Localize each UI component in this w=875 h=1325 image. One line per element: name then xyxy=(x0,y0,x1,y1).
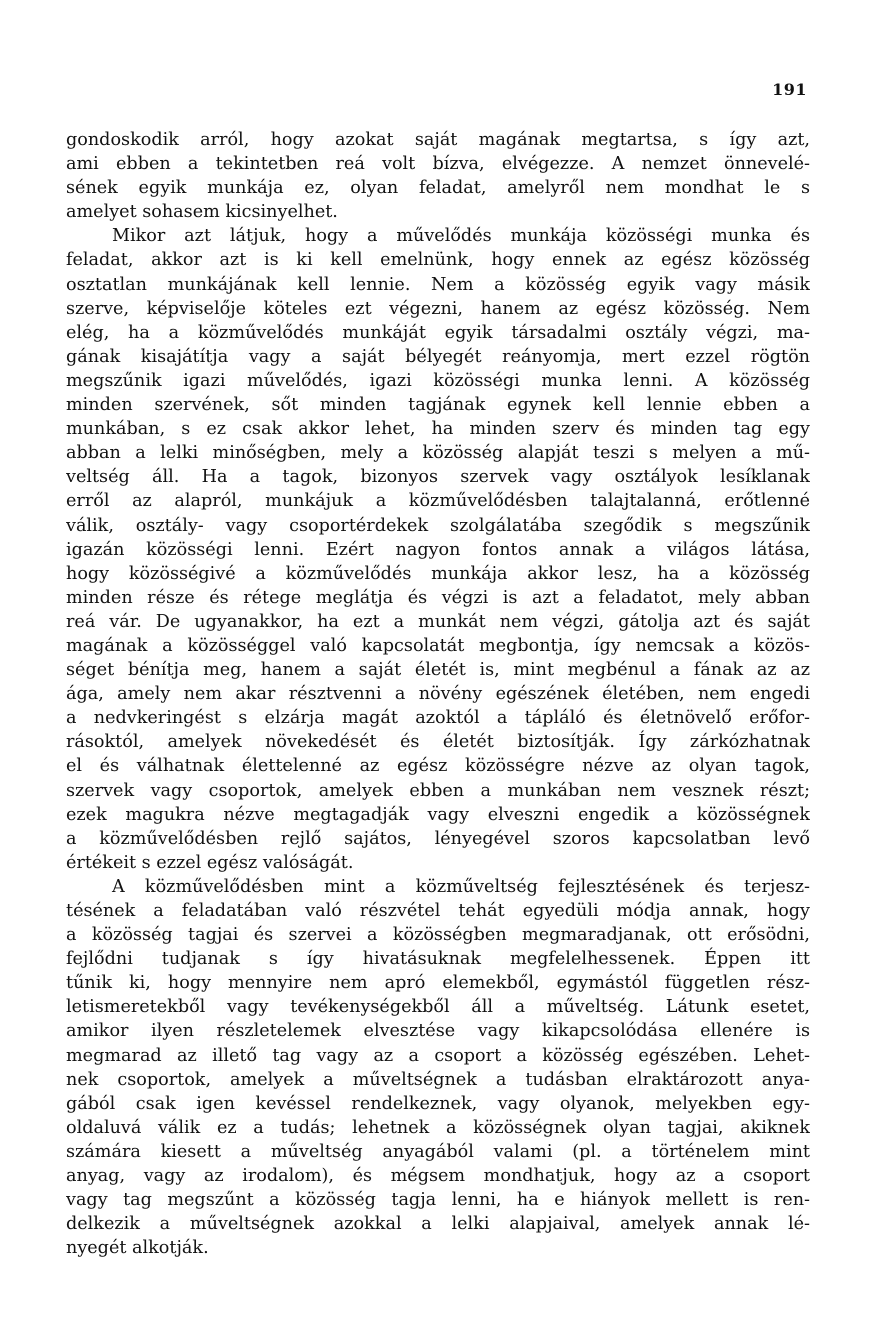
text-line: veltség áll. Ha a tagok, bizonyos szervek vagy osztályok lesíklanak xyxy=(66,467,810,488)
text-line: anyag, vagy az irodalom), és mégsem mondhatjuk, hogy az a csoport xyxy=(66,1166,810,1187)
text-line: válik, osztály- vagy csoportérdekek szolgálatába szegődik s megszűnik xyxy=(66,515,810,536)
text-line: igazán közösségi lenni. Ezért nagyon fontos annak a világos látása, xyxy=(66,539,810,560)
text-line: oldaluvá válik ez a tudás; lehetnek a közösségnek olyan tagjai, akiknek xyxy=(66,1117,810,1138)
text-line: értékeit s ezzel egész valóságát. xyxy=(66,852,354,873)
text-line: fejlődni tudjanak s így hivatásuknak megfelelhessenek. Éppen itt xyxy=(66,949,810,970)
text-line: a nedvkeringést s elzárja magát azoktól a tápláló és életnövelő erőfor- xyxy=(66,708,810,729)
text-line: ami ebben a tekintetben reá volt bízva, elvégezze. A nemzet önnevelé- xyxy=(66,154,810,175)
text-line: tésének a feladatában való részvétel tehát egyedüli módja annak, hogy xyxy=(66,901,810,921)
text-line: tűnik ki, hogy mennyire nem apró elemekből, egymástól független rész- xyxy=(66,973,810,994)
text-line: gából csak igen kevéssel rendelkeznek, vagy olyanok, melyekben egy- xyxy=(66,1093,810,1114)
page-number: 191 xyxy=(772,80,807,99)
text-line: ezek magukra nézve megtagadják vagy elveszni engedik a közösségnek xyxy=(66,804,810,825)
text-line: gondoskodik arról, hogy azokat saját magának megtartsa, s így azt, xyxy=(66,130,810,150)
text-line: erről az alapról, munkájuk a közművelődésben talajtalanná, erőtlenné xyxy=(66,491,810,512)
text-line: minden szervének, sőt minden tagjának egynek kell lennie ebben a xyxy=(66,395,810,416)
text-line: hogy közösségivé a közművelődés munkája akkor lesz, ha a közösség xyxy=(66,563,810,584)
text-line: szervek vagy csoportok, amelyek ebben a munkában nem vesznek részt; xyxy=(66,780,810,801)
text-line: munkában, s ez csak akkor lehet, ha minden szerv és minden tag egy xyxy=(66,419,810,440)
text-line: Mikor azt látjuk, hogy a művelődés munkája közösségi munka és xyxy=(112,226,810,247)
text-line: sének egyik munkája ez, olyan feladat, amelyről nem mondhat le s xyxy=(66,178,810,199)
text-line: gának kisajátítja vagy a saját bélyegét reányomja, mert ezzel rögtön xyxy=(66,346,810,367)
text-line: ága, amely nem akar résztvenni a növény egészének életében, nem engedi xyxy=(66,684,810,705)
text-line: megmarad az illető tag vagy az a csoport a közösség egészében. Lehet- xyxy=(66,1045,810,1066)
body-text xyxy=(66,128,810,1260)
text-line: elég, ha a közművelődés munkáját egyik társadalmi osztály végzi, ma- xyxy=(66,322,810,343)
text-line: nyegét alkotják. xyxy=(66,1238,209,1259)
text-line: megszűnik igazi művelődés, igazi közösségi munka lenni. A közösség xyxy=(66,370,810,391)
text-line: vagy tag megszűnt a közösség tagja lenni, ha e hiányok mellett is ren- xyxy=(66,1190,810,1211)
text-line: abban a lelki minőségben, mely a közösség alapját teszi s melyen a mű- xyxy=(66,443,810,464)
text-line: letismeretekből vagy tevékenységekből áll a műveltség. Látunk esetet, xyxy=(66,997,810,1018)
text-line: amikor ilyen részletelemek elvesztése vagy kikapcsolódása ellenére is xyxy=(66,1021,810,1042)
text-line: minden része és rétege meglátja és végzi is azt a feladatot, mely abban xyxy=(66,587,810,608)
text-line: feladat, akkor azt is ki kell emelnünk, hogy ennek az egész közösség xyxy=(66,250,810,271)
text-line: rásoktól, amelyek növekedését és életét biztosítják. Így zárkózhatnak xyxy=(66,732,810,753)
text-line: számára kiesett a műveltség anyagából valami (pl. a történelem mint xyxy=(66,1141,810,1162)
text-line: a közművelődésben rejlő sajátos, lényegével szoros kapcsolatban levő xyxy=(66,828,810,849)
text-line: amelyet sohasem kicsinyelhet. xyxy=(66,202,338,223)
text-line: magának a közösséggel való kapcsolatát megbontja, így nemcsak a közös- xyxy=(66,635,810,656)
text-line: reá vár. De ugyanakkor, ha ezt a munkát nem végzi, gátolja azt és saját xyxy=(66,611,810,632)
text-line: séget bénítja meg, hanem a saját életét is, mint megbénul a fának az az xyxy=(66,660,810,681)
text-line: a közösség tagjai és szervei a közösségben megmaradjanak, ott erősödni, xyxy=(66,925,810,946)
text-line: osztatlan munkájának kell lennie. Nem a közösség egyik vagy másik xyxy=(66,274,810,295)
text-line: nek csoportok, amelyek a műveltségnek a tudásban elraktározott anya- xyxy=(66,1069,810,1090)
text-line: el és válhatnak élettelenné az egész közösségre nézve az olyan tagok, xyxy=(66,756,810,777)
text-line: delkezik a műveltségnek azokkal a lelki alapjaival, amelyek annak lé- xyxy=(66,1214,810,1235)
text-line: szerve, képviselője köteles ezt végezni, hanem az egész közösség. Nem xyxy=(66,298,810,319)
text-line: A közművelődésben mint a közműveltség fejlesztésének és terjesz- xyxy=(112,876,810,897)
